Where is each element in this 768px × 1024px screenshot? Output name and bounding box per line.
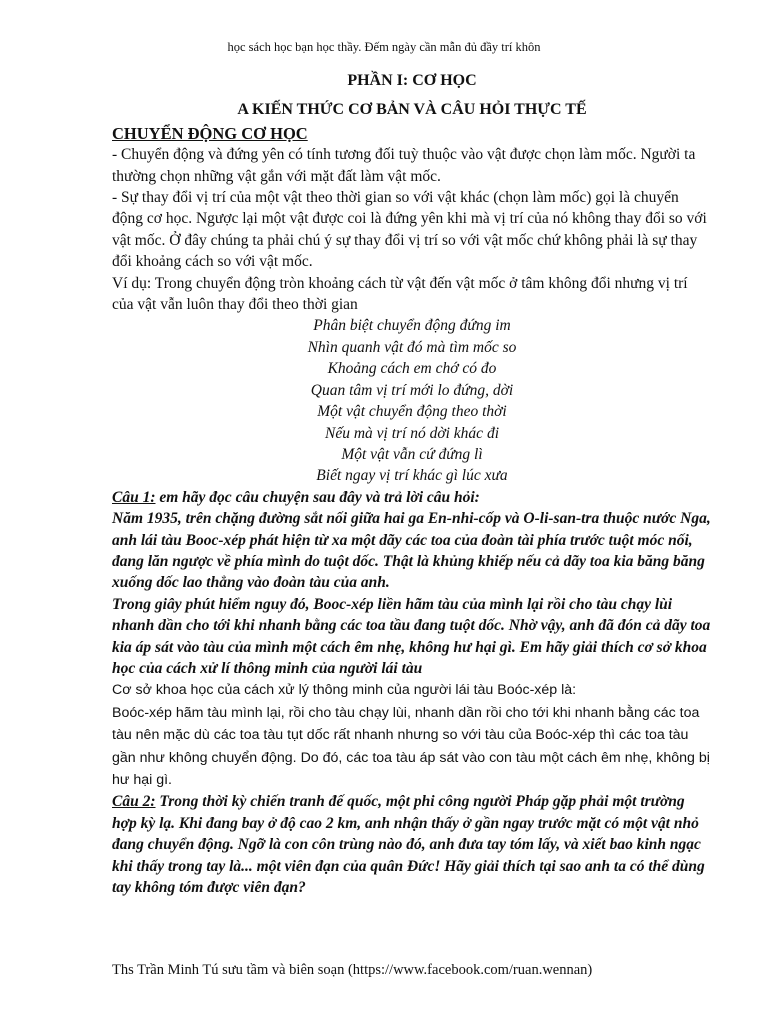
page-footer: Ths Trần Minh Tú sưu tầm và biên soạn (https://www.facebook.com/ruan.wennan) [112,962,593,978]
sub-title: A KIẾN THỨC CƠ BẢN VÀ CÂU HỎI THỰC TẾ [237,101,587,119]
section-title: CHUYỂN ĐỘNG CƠ HỌC [112,123,308,143]
paragraph: Ví dụ: Trong chuyển động tròn khoảng cách từ vật đến vật mốc ở tâm không đổi nhưng vị trí của vật vẫn luôn thay đổi theo thời gian [112,274,688,314]
question-1-prompt: em hãy đọc câu chuyện sau đây và trả lời câu hỏi: [155,488,480,506]
poem-line: Khoảng cách em chớ có đo [327,360,497,378]
question-2 [112,791,712,898]
part-title: PHẦN I: CƠ HỌC [347,72,477,89]
question-1-story: Trong giây phút hiểm nguy đó, Booc-xép liền hãm tàu của mình lại rồi cho tàu chạy lùi nhanh dần cho tới khi nhanh bằng các toa tầu đang tuột dốc. Nhờ vậy, anh đã đón cả dãy toa kia áp sát vào tàu của mình một cách êm nhẹ, không hư hại gì. Em hãy giải thích cơ sở khoa học của cách xử lí thông minh của người lái tàu [112,595,711,677]
question-2-label: Câu 2: [112,793,156,811]
poem-line: Một vật chuyển động theo thời [317,403,507,421]
question-1 [112,487,712,508]
question-1-label: Câu 1: [112,488,156,506]
paragraph: - Sự thay đổi vị trí của một vật theo thời gian so với vật khác (chọn làm mốc) gọi là chuyển động cơ học. Ngược lại một vật được coi là đứng yên khi mà vị trí của nó không thay đổi so với vật mốc. Ở đây chúng ta phải chú ý sự thay đổi vị trí so với vật mốc chứ không phải là sự thay đổi khoảng cách so với vật mốc. [112,189,707,271]
poem-line: Nhìn quanh vật đó mà tìm mốc so [307,338,517,356]
paragraph: - Chuyển động và đứng yên có tính tương đối tuỳ thuộc vào vật được chọn làm mốc. Người ta thường chọn những vật gắn với mặt đất làm vật mốc. [112,146,696,185]
question-2-text: Trong thời kỳ chiến tranh đế quốc, một phi công người Pháp gặp phải một trường hợp kỳ lạ. Khi đang bay ở độ cao 2 km, anh nhận thấy ở gần ngay trước mặt có một vật nhỏ đang chuyển động. Ngỡ là con côn trùng nào đó, anh đưa tay tóm lấy, và xiết bao kinh ngạc khi thấy trong tay là... một viên đạn của quân Đức! Hãy giải thích tại sao anh ta có thể dùng tay không tóm được viên đạn? [112,793,705,897]
document-body [112,70,712,898]
poem-line: Một vật vẫn cứ đứng lì [341,445,483,463]
poem-line: Phân biệt chuyển động đứng im [313,317,511,335]
page-header: học sách học bạn học thầy. Đếm ngày cần mẫn đủ đầy trí khôn [227,40,541,54]
poem-line: Nếu mà vị trí nó dời khác đi [324,424,499,442]
answer-1: Boóc-xép hãm tàu mình lại, rồi cho tàu chạy lùi, nhanh dần rồi cho tới khi nhanh bằng các toa tàu nên mặc dù các toa tàu tụt dốc rất nhanh nhưng so với tàu của Boóc-xép thì các toa tàu gần như không chuyển động. Do đó, các toa tàu áp sát vào con tàu một cách êm nhẹ, không bị hư hại gì. [112,704,710,788]
answer-1: Cơ sở khoa học của cách xử lý thông minh của người lái tàu Boóc-xép là: [112,682,577,699]
poem-line: Biết ngay vị trí khác gì lúc xưa [316,467,508,485]
question-1-story: Năm 1935, trên chặng đường sắt nối giữa hai ga En-nhi-cốp và O-li-san-tra thuộc nước Nga, anh lái tàu Booc-xép phát hiện từ xa một dãy các toa của đoàn tài phía trước tuột móc nối, đang lăn ngược về phía mình do tuột dốc. Thật là khủng khiếp nếu cả dãy toa kia băng băng xuống dốc lao thẳng vào đoàn tàu của anh. [112,510,711,592]
poem-line: Quan tâm vị trí mới lo đứng, dời [310,381,514,399]
poem [112,315,712,486]
